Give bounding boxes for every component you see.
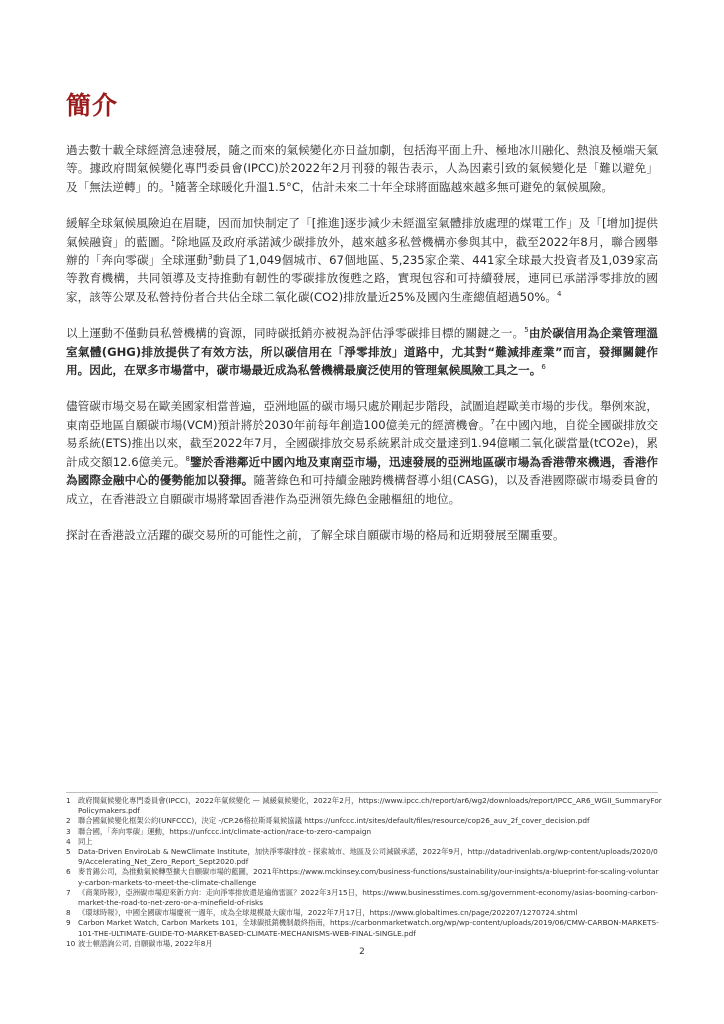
footnote-item	[66, 908, 662, 918]
footnote-ref-5[interactable]: 5	[524, 326, 529, 335]
footnote-item	[66, 796, 662, 816]
footnote-ref-7[interactable]: 7	[490, 418, 495, 427]
footnote-number: 1	[66, 796, 71, 805]
paragraph-1-text-a: 過去數十載全球經濟急速發展，隨之而來的氣候變化亦日益加劇，包括海平面上升、極地冰川融化、熱浪及極端天氣等。據政府間氣候變化專門委員會(IPCC)於2022年2月刊發的報告表示，人為因素引致的氣候變化是「難以避免」及「無法逆轉」的。	[66, 143, 658, 194]
paragraph-1-text-b: 隨著全球暖化升溫1.5°C，估計未來二十年全球將面臨越來越多無可避免的氣候風險。	[174, 179, 613, 194]
footnote-number: 6	[66, 867, 71, 877]
paragraph-2-text-c: 動員了1,049個城市、67個地區、5,235家企業、441家全球最大投資者及1,039家高等教育機構，共同領導及支持推動有韌性的零碳排放復甦之路，實現包容和可持續發展，連同已承諾淨零排放的國家，該等公眾及私營持份者合共佔全球二氧化碳(CO2)排放量近25%及國內生產總值超過50%。	[66, 253, 658, 304]
paragraph-5: 探討在香港設立活躍的碳交易所的可能性之前，了解全球自願碳市場的格局和近期發展至關重要。	[66, 527, 565, 542]
footnote-text[interactable]: 聯合國，「奔向零碳」運動，https://unfccc.int/climate-action/race-to-zero-campaign	[78, 826, 372, 836]
footnote-item	[66, 918, 662, 938]
footnote-ref-3[interactable]: 3	[208, 253, 213, 262]
footnote-text[interactable]: 《環球時報》，中國全國碳市場慶祝一週年，成為全球規模最大碳市場，2022年7月17日，https://www.globaltimes.cn/page/202207/1270724.shtml	[78, 908, 578, 918]
paragraph-4-bold-text: 鑒於香港鄰近中國內地及東南亞市場，迅速發展的亞洲地區碳市場為香港帶來機遇，香港作為國際金融中心的優勢能加以發揮。	[66, 454, 658, 488]
footnote-ref-8[interactable]: 8	[185, 454, 190, 463]
footnotes	[66, 796, 662, 949]
footnote-item	[66, 827, 662, 837]
footnote-text[interactable]: 政府間氣候變化專門委員會(IPCC)，2022年氣候變化 — 減緩氣候變化，2022年2月，https://www.ipcc.ch/report/ar6/wg2/downloads/report/IPCC_AR6_WGII_SummaryForPolicymakers.pdf	[78, 796, 662, 816]
paragraph-3	[66, 324, 658, 379]
paragraph-4-text-b: 在中國內地，自從全國碳排放交易系統(ETS)推出以來，截至2022年7月，全國碳排放交易系統累計成交量達到1.94億噸二氧化碳當量(tCO2e)，累計成交額12.6億美元。	[66, 417, 658, 469]
paragraph-4-text-d: 隨著綠色和可持續金融跨機構督導小組(CASG)，以及香港國際碳市場委員會的成立，在香港設立自願碳市場將鞏固香港作為亞洲領先綠色金融樞紐的地位。	[66, 473, 658, 506]
paragraph-4	[66, 397, 658, 507]
page-title: 簡介	[66, 91, 119, 120]
footnote-item	[66, 867, 662, 887]
footnote-text[interactable]: 聯合國氣候變化框架公約(UNFCCC)，決定 -/CP.26格拉斯哥氣候協議 https://unfccc.int/sites/default/files/resource/cop26_auv_2f_cover_decision.pdf	[78, 816, 590, 826]
footnote-item	[66, 888, 662, 908]
footnote-number: 8	[66, 908, 71, 918]
footnote-divider	[66, 792, 658, 793]
footnote-text: 同上	[78, 836, 93, 846]
footnote-ref-4[interactable]: 4	[556, 289, 562, 298]
footnote-number: 9	[66, 918, 71, 928]
footnote-text[interactable]: Carbon Market Watch, Carbon Markets 101，全球碳抵銷機制最終指南，https://carbonmarketwatch.org/wp/wp-content/uploads/2019/06/CMW-CARBON-MARKETS-101-THE-ULTIMATE-GUIDE-TO-MARKET-BASED-CLIMATE-MECHANISMS-WEB-FINAL-SINGLE.pdf	[78, 918, 659, 938]
footnote-item	[66, 847, 662, 867]
footnote-text: 波士頓諮詢公司, 自願碳市場, 2022年8月	[78, 938, 213, 948]
footnote-text[interactable]: 《商業時報》，亞洲碳市場迎來新方向：走向淨零排放還是遍佈雷區？2022年3月15日，https://www.businesstimes.com.sg/government-economy/asias-booming-carbon-market-the-road-to-net-zero-or-a-minefield-of-risks	[78, 887, 658, 908]
footnote-number: 10	[66, 938, 76, 948]
paragraph-1	[66, 141, 658, 196]
paragraph-2-text-b: 除地區及政府承諾減少碳排放外，越來越多私營機構亦參與其中，截至2022年8月，聯合國舉辦的「奔向零碳」全球運動	[66, 234, 658, 268]
footnote-number: 4	[66, 836, 71, 846]
paragraph-3-text-a: 以上運動不僅動員私營機構的資源，同時碳抵銷亦被視為評估淨零碳排目標的關鍵之一。	[66, 326, 525, 341]
footnote-text[interactable]: Data-Driven EnviroLab & NewClimate Institute，加快淨零碳排放 - 探索城市、地區及公司減碳承諾，2022年9月，http://datadrivenlab.org/wp-content/uploads/2020/09/Accelerating_Net_Zero_Report_Sept2020.pdf	[78, 847, 658, 867]
footnote-number: 7	[66, 887, 71, 897]
footnote-ref-6[interactable]: 6	[541, 363, 546, 372]
body-text	[66, 141, 658, 544]
paragraph-3-bold-text: 由於碳信用為企業管理溫室氣體(GHG)排放提供了有效方法，所以碳信用在「淨零排放」道路中，尤其對“難減排產業”而言，發揮關鍵作用。因此，在眾多市場當中，碳市場最近成為私營機構最廣泛使用的管理氣候風險工具之一。	[66, 326, 658, 378]
page-number: 2	[359, 947, 365, 957]
footnote-item	[66, 816, 662, 826]
footnote-number: 3	[66, 826, 71, 836]
paragraph-4-text-a: 儘管碳市場交易在歐美國家相當普遍，亞洲地區的碳市場只處於剛起步階段，試圖追趕歐美市場的步伐。舉例來說，東南亞地區自願碳市場(VCM)預計將於2030年前每年創造100億美元的經濟機會。	[66, 399, 658, 432]
paragraph-2-text-a: 緩解全球氣候風險迫在眉睫，因而加快制定了「[推進]逐步減少未經溫室氣體排放處理的煤電工作」及「[增加]提供氣候融資」的藍圖。	[66, 216, 658, 249]
footnote-number: 5	[66, 847, 71, 857]
paragraph-2	[66, 214, 658, 306]
footnote-number: 2	[66, 816, 71, 826]
footnote-item	[66, 837, 662, 847]
footnote-text[interactable]: 麥肯錫公司，為推動氣候轉型擴大自願碳市場的藍圖，2021年https://www.mckinsey.com/business-functions/sustainability/our-insights/a-blueprint-for-scaling-voluntary-carbon-markets-to-meet-the-climate-challenge	[78, 867, 659, 887]
footnote-ref-1[interactable]: 1	[170, 179, 175, 188]
footnote-ref-2[interactable]: 2	[171, 234, 176, 243]
